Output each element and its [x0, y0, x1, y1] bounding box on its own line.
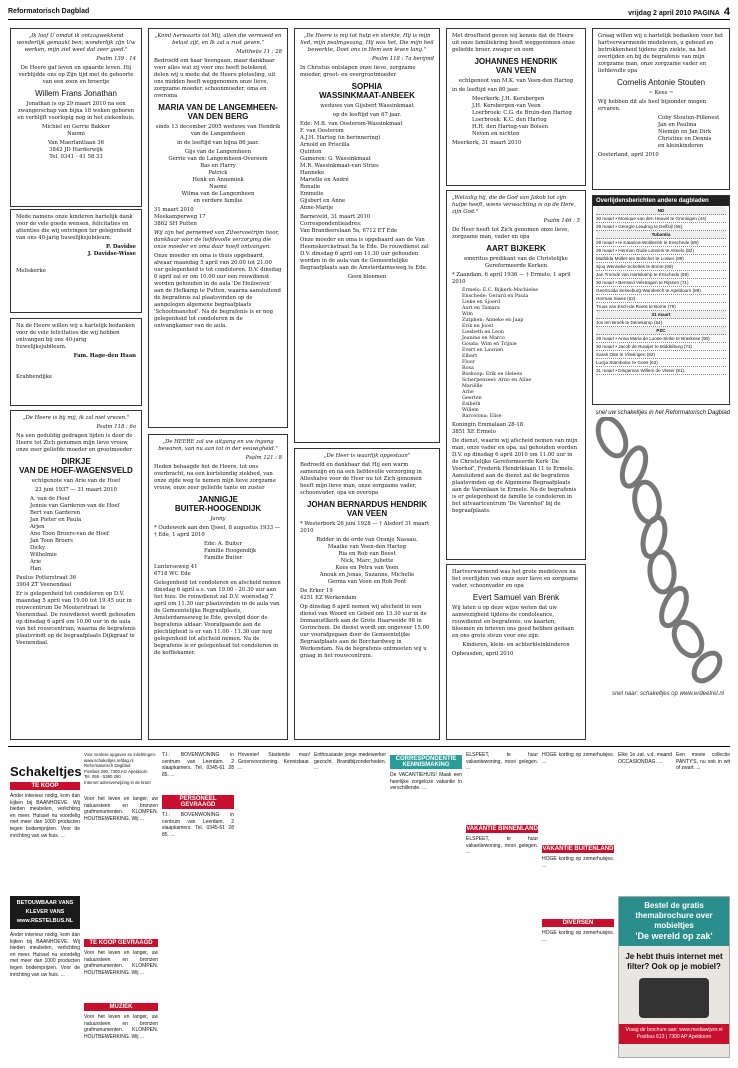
overlijden-item: Mathilda Müller-ten Bolscher te Losser (89) — [596, 255, 726, 263]
verse-text: „De Heere is mij tot hulp en sterkte, Hij is mijn lied, mijn psalmgezang, Hij was het, Die mijn heil bewerkte, Doet ons in Hem een leven lang." — [300, 33, 434, 53]
overlijden-item: 28 maart • Ie Katarina-Wolderink te Enschede (89) — [596, 239, 726, 247]
schakeltjes-col-3 — [162, 752, 234, 1058]
thanks-note: Wij zijn het pernemed van Zilvervoetrijm hoor, dankbaar voor de liefdevolle verzorging die onze moeder en oma daar hoeft ontvangen. — [154, 230, 280, 250]
schakeltjes-col-7 — [466, 752, 538, 1058]
ad-text: T.I.: BOVENWONING in centrum van Leerdam. 2 slaapkamers. Tel. 0345-61 28 85. ... — [162, 752, 234, 778]
overlijden-item: 31 maart — [596, 311, 726, 319]
ad-text: Voor het leven en langer, uw natuursteen en bronzen grafmonumenten. KLOMPEN. HOUTBEWERKING. Wij ... — [84, 796, 158, 822]
verse-text: „Komt herwaarts tot Mij, allen die vermoeid en belast zijt, en Ik zal u rust geven." — [154, 33, 282, 46]
chain-promo: snel naar: schakeltjes op www.erdeetrel.nl — [611, 691, 724, 697]
parents: Michiel en Gerrie Bakker Naomi — [41, 124, 110, 137]
dates: * Westerbork 26 juni 1928 — † Alsdorf 31 maart 2010 — [300, 521, 430, 534]
thanks-text: Na de Heere willen wij u hartelijk bedanken voor de vele felicitaties die wij hebben ontvangen bij ons 40-jarig huwelijksjubileum. — [16, 323, 135, 350]
no-flowers: Geen bloemen — [347, 274, 387, 280]
service-text: Gelegenheid tot condoleren en afscheid nemen dinsdag 6 april a.s. van 19.00 - 20.30 uur aan het huis. De rouwdienst zal D.V. woensdag 7 april om 11.30 uur plaatsvinden in de aula van de Gemeentelijke Begraafplaats, Amsterdamseweg te Ede, gevolgd door de begrafenis aldaar. Voorafgaande aan de plechtigheid is er van 11.00 - 11.30 uur nog gelegenheid tot afscheid nemen. Na de begrafenis is er gelegenheid tot condoleren in de koffiekamer. — [154, 580, 281, 656]
schakeltjes-col-6 — [390, 752, 462, 1058]
signature: Fam. Hage-den Haan — [73, 353, 136, 359]
title-line: emeritus predikant van de Christelijke Gereformeerde Kerken — [464, 256, 568, 269]
overlijden-item: 30 maart • Bernard Velstragen te Rijssen (71) — [596, 279, 726, 287]
family-list: Ede: M.B. van Oosterom-Wassinkmaat F. van Oosterom A.J.H. Hartog (in herinnering) Arnold en Priscilla Quinton Gameren: G. Wassinkmaat M.R. Wassinkmaat-van Stries Hanneke Marielle en André Ronalie Emmelie Gijsbert en Anne Anne-Marije — [300, 121, 403, 211]
section-vakantie-binnenland: VAKANTIE BINNENLAND — [466, 826, 538, 832]
death-notice-dirkje — [10, 410, 142, 740]
overlijden-item: PZC — [596, 327, 726, 335]
thanks-davidse — [10, 209, 142, 313]
signature: Kinderen, klein- en achterkleinkinderen — [462, 642, 570, 648]
death-notice-aart — [446, 190, 586, 560]
place: Opheusden, april 2010 — [452, 651, 514, 657]
service-text: Er is gelegenheid tot condoleren op D.V. maandag 5 april van 19.00 tot 19.45 uur in rouwcentrum De Mouterstraat te Veenendaal. De rouwdienst wordt gehouden op dinsdag 6 april om 10.00 uur in de aula van het rouwcentrum, waarna de begrafenis plaatsvindt op de begraafplaats Dijkgraaf te Veenendaal. — [16, 591, 136, 646]
overlijden-item: 31 maart • Dingeman Willem de Visser (81). — [596, 367, 726, 375]
verse-ref: Psalm 146 : 5 — [543, 218, 580, 224]
family-list: Coby Stouten-Pillenest Jan en Paulina Niemijn en Jan Dirk Christine en Dennis en kleinkinderen — [658, 115, 720, 149]
child-name: Willem Frans Jonathan — [35, 89, 117, 98]
verse-ref: Mattheüs 11 : 28 — [236, 49, 282, 55]
ad-text: HOGE korting op zomerhuisjes. ... — [542, 930, 614, 943]
thanks-hage — [10, 318, 142, 406]
promo-title: Bestel de gratis themabrochure over mobieltjes — [635, 901, 713, 930]
intro-text: In Christus ontslapen onze lieve, zorgzame moeder, groot- en overgrootmoeder — [300, 65, 416, 78]
dates: * Oudewerk aan den IJssel, 8 augustus 1933 — † Ede, 1 april 2010 — [154, 525, 281, 538]
family-list: A. van de Hoef Jennie van Garderen-van de Hoef Bert van Garderen Jan Pieter en Paula Arjen Ano Toon Broers-van de Hoef Jan Toon Broers Dicky Wilhelmie Arie Han — [30, 496, 120, 572]
schakeltjes-info: Voor verdere opgaven en inlichtingen: www.schakeltjes.refdag.nl Reformatorisch Dagblad Postbus 290, 7300 AG Apeldoorn Tel. 055 - 5390 290 Internet adresverwijzing in de krant — [84, 752, 157, 785]
overlijden-title: Overlijdensberichten andere dagbladen — [593, 196, 729, 206]
thanks-body: Wij laten u op deze wijze weten dat uw aanwezigheid tijdens de condoleance, rouwdienst en begrafenis, uw kaarten, bloemen en brieven ons goed hebben gedaan en ons grote steun voor ons zijn. — [452, 605, 574, 639]
schakeltjes-col-4 — [238, 752, 310, 1058]
schakeltjes-col-8 — [542, 752, 614, 1058]
dates: 23 juni 1937 — 31 maart 2010 — [35, 487, 117, 493]
death-notice-johan-van-veen — [294, 448, 440, 740]
ad-text: Elke 1e zat. v.d. maand OCCASIONDAG. ... — [618, 752, 672, 765]
address: 31 maart 2010 Meekamperweg 17 3862 SH Putten — [154, 207, 206, 227]
schakeltjes-col-9 — [618, 752, 672, 892]
thanks-evert — [446, 564, 586, 740]
thanks-cornelis — [592, 28, 730, 190]
nickname: Janny — [210, 516, 226, 522]
ad-text: Voor het leven en langer, uw natuursteen en bronzen grafmonumenten. KLOMPEN. HOUTBEWERKING. Wij ... — [84, 1014, 158, 1040]
place: Krabbendijke — [16, 374, 53, 380]
spouse-line: echtgenoot van M.K. van Veen-den Hartog — [458, 78, 574, 84]
intro-text: Na een geduldig gedragen lijden is door de Heere tot Zich genomen mijn lieve vrouw, onze zeer geliefde moeder en grootmoeder — [16, 433, 133, 453]
ad-text: Ander interieur nodig, kom dan kijken bij BAANHOEVE. Wij bieden meubelen, verlichting en meer. Huissel nu voordelig met meer dan 1000 producten tegen bodemprijzen. Voor de inrichting van uw huis. ... — [10, 793, 80, 839]
thanks-text: Mede namens onze kinderen hartelijk dank voor de vele goede wensen, felicitaties en attenties die wij ontvingen ter gelegenheid van ons 40-jarig huwelijksjubileum. — [16, 214, 133, 241]
schakeltjes-col-10 — [676, 752, 730, 892]
thanks-body: Wij hebben dit als heel bijzonder mogen ervaren. — [598, 99, 707, 112]
address: Koningin Emmalaan 28-18 3851 XE Ermelo — [452, 422, 524, 435]
section-te-koop: TE KOOP — [10, 782, 80, 790]
family-list: Ermelo: E.C. Bijkerk-Machielse Enschede: Gerard en Paula Lieke en Sjoerd Aart en Tamara Wim Zutphen: Anneke en Jaap Erik en Joost Liesbeth en Leon Jeanine en Marco Gouda: Wim en Trijnie Evert en Laurien Elbert Floor Rosa Boskoop: Erik en Heleen Scherpenzeel: Arno en Aline Mariëlle Arne Geerten Esibeth Willem Barcelona: Elise — [462, 288, 539, 419]
ad-text: ELSPEET, te huur vakantiewoning, mooi gelegen. ... — [466, 836, 538, 856]
place: Meliskerke — [16, 268, 46, 274]
divider — [8, 746, 730, 747]
family-list: Ede: A. Buiter Familie Hoogendijk Familie Buiter — [204, 541, 257, 561]
thanks-text: Graag willen wij u hartelijk bedanken voor het hartverwarmende medeleven, u gebeed en betrokkenheid tijdens zijn ziekte, na het overlijden en bij de begrafenis van mijn zorgzame man, onze zorgzame vader en liefdevolle opa — [598, 33, 724, 74]
chain-illustration — [592, 410, 730, 740]
address: Lunterseweg 41 6718 WC Ede — [154, 564, 198, 577]
ad-text: Voor het leven en langer, uw natuursteen en bronzen grafmonumenten. KLOMPEN. HOUTBEWERKING. Wij ... — [84, 950, 158, 976]
deceased-name: SOPHIA WASSINKMAAT-ANBEEK — [319, 82, 415, 100]
deceased-name: JANNIGJE BUITER-HOOGENDIJK — [174, 495, 262, 513]
death-notice-sophia — [294, 28, 440, 443]
promo-subtitle: 'De wereld op zak' — [635, 931, 713, 941]
paper-name: Reformatorisch Dagblad — [8, 8, 90, 15]
overlijden-item: 29 maart • Georgie Leadrog te Delfzijl (58). — [596, 223, 726, 231]
ad-text: De VACANTIEHUIS! Maak een heerlijke zorgeloze vakantie in verschillende. ... — [390, 772, 462, 792]
section-diversen: DIVERSEN — [542, 919, 614, 927]
dates: * Zaandam, 6 april 1936 — † Ermelo, 1 april 2010 — [452, 272, 571, 285]
ad-text: ELSPEET, te huur vakantiewoning, mooi gelegen. ... — [466, 752, 538, 772]
address: Barneveld, 31 maart 2010 Correspondentieadres: Van Brandeerslaan 5a, 6712 ET Ede — [300, 214, 398, 234]
phone-icon — [639, 978, 709, 1018]
intro-text: De Heer heeft tot Zich genomen onze lieve, zorgzame man, vader en opa — [452, 227, 570, 240]
death-notice-janny — [148, 434, 288, 740]
section-personeel: PERSONEEL GEVRAAGD — [162, 795, 234, 809]
death-notice-maria — [148, 28, 288, 428]
place: Oosterland, april 2010 — [598, 152, 659, 158]
overlijden-item: Lucija Stambolac te Goes (62) — [596, 359, 726, 367]
place-date: Meerkerk, 31 maart 2010 — [452, 140, 522, 146]
deceased-name: DIRKJE VAN DE HOEF-WAGENSVELD — [19, 457, 133, 475]
dates: sinds 13 december 2005 weduwe van Hendrik van de Langemheen — [155, 124, 281, 137]
age: op de leeftijd van 67 jaar. — [332, 112, 402, 118]
deceased-name: JOHAN BERNARDUS HENDRIK VAN VEEN — [306, 500, 427, 518]
deceased-name: Evert Samuel van Brenk — [472, 593, 560, 602]
overlijden-item: ND — [596, 207, 726, 215]
service-text: Op dinsdag 6 april nemen wij afscheid in een dienst van Woord en Gebed om 13.30 uur in de Immanuëlkerk aan de Grote Haarweide 98 in Gorinchem. De dienst wordt om ongeveer 15.00 uur voorafgegaan door de Gemeentelijke Begraafplaats aan de Borchardweg in Werkendam. Na de begrafenis ontmoeten wij u graag in het rouwcentrum. — [300, 604, 430, 659]
deceased-name: JOHANNES HENDRIK VAN VEEN — [474, 57, 558, 75]
deceased-name: MARIA VAN DE LANGEMHEEN-VAN DEN BERG — [158, 103, 278, 121]
overlijden-item: Tubantia — [596, 231, 726, 239]
schakeltjes-col-5 — [314, 752, 386, 1058]
family-list: Meerkerk: J.H. Kersbergen J.H. Kersbergen-van Veen Loerbroek: C.G. de Bruin-den Hartog Loerbroek: K.C. den Hartog H.H. den Hartog-van Bolsen Neven en nichten — [472, 96, 572, 137]
section-vakantie-buitenland: VAKANTIE BUITENLAND — [542, 846, 614, 852]
overlijden-item: 29 maart • Herman Oude Lansink te Almelo (82) — [596, 247, 726, 255]
spouse-line: weduwe van Gijsbert Wassinkmaat — [320, 103, 414, 109]
overlijden-item: 30 maart • Jacob de Ruwijer te Middelburg (73) — [596, 343, 726, 351]
promo-footer: Vraag de brochure aan: www.mediawijzer.nl Postbus 613 | 7300 AP Apeldoorn — [619, 1024, 729, 1044]
verse-text: „De Heere is bij mij, ik zal niet vrezen." — [22, 415, 130, 421]
schakeltjes-col-1 — [10, 752, 80, 1058]
chain-caption: snel uw schakeltjes in het Reformatorisch Dagblad — [595, 410, 730, 416]
intro-text: Met droefheid geven wij kennis dat de Heere uit onze familiekring heeft weggenomen onze geliefde broer, zwager en oom — [452, 33, 575, 53]
page-info: vrijdag 2 april 2010 PAGINA 4 — [628, 6, 730, 18]
promo-header — [619, 897, 729, 946]
page-header — [8, 6, 730, 20]
nickname: ~ Kees ~ — [648, 90, 674, 96]
ad-text: HOGE korting op zomerhuisjes. ... — [542, 752, 614, 765]
intro-text: Heden behaagde het de Heere, tot ons overbracht, na een kortstondig ziekbed, van onze zijde weg te nemen mijn lieve zorgzame vrouw, onze zeer geliefde tante en zuster — [154, 464, 276, 491]
age: in de leeftijd van bijna 86 jaar. — [177, 140, 259, 146]
overlijden-item: Herman Siwes (62) — [596, 295, 726, 303]
deceased-name: AART BIJKERK — [486, 244, 546, 253]
chain-icon — [592, 417, 730, 707]
service-text: Onze moeder en oma is thuis opgebaard, alwaar maandag 5 april van 20.00 tot 21.00 uur gelegenheid is tot condoleren. D.V. dinsdag 6 april zal er om 10.00 uur een rouwdienst worden gehouden in de aula 'De Heiloeven' aan de Hefkamp te Putten, waarna aansluitend de begrafenis zal plaatsvinden op de aangelegen algemene begraafplaats 'Schootmanshof'. Na de begrafenis is er nog gelegenheid tot condoleren in de ontvangkamer van de aula. — [154, 253, 282, 329]
ad-text: Een mooie collectie PANTY'S, nu ook in wit of zwart. ... — [676, 752, 730, 772]
bestel-brochure-ad[interactable] — [618, 896, 730, 1058]
schakeltjes-col-2 — [84, 796, 158, 1058]
klever-ad[interactable]: BETOUWBAAR VANS KLEVER VANS www.RESTELBUS.NL — [10, 896, 80, 929]
ad-text: Hovenier! Startende man! Groenvoorziening. Kennisbaar. ... — [238, 752, 310, 772]
family-list: Ridder in de orde van Oranje Nassau. Maaike van Veen-den Hartog Ria en Rob van Beest Nick, Marc, Juliette Kees en Petra van Veen Anouk en Jonas, Suzanne, Michelle Germa van Veen en Rob Pont — [316, 537, 418, 585]
ad-text: T.I.: BOVENWONING in centrum van Leerdam. 2 slaapkamers. Tel. 0345-61 28 85. ... — [162, 812, 234, 838]
verse-text: „Welzalig hij, die de God van Jakob tot zijn hulpe heeft, wiens verwachting is op de Here, zijn God." — [452, 195, 576, 215]
address: De Erker 19 4251 EZ Werkendam — [300, 588, 357, 601]
verse-text: „De HEERE zal uw uitgang en uw ingang bewaren, van nu aan tot in der eeuwigheid." — [158, 439, 278, 452]
overlijden-list — [593, 206, 729, 376]
thanks-text: Hartverwarmend was het grote medeleven na het overlijden van onze zeer lieve en zorgzame vader, schoonvader en opa — [452, 569, 579, 589]
birth-text: Jonathan is op 29 maart 2010 na een zwangerschap van bijna 18 weken geboren en verblijft voorlopig nog in het ziekenhuis. — [17, 101, 135, 121]
overlijden-item: Sarah Otte te Vlissingen (82) — [596, 351, 726, 359]
promo-question: Je hebt thuis internet met filter? Ook op je mobiel? — [625, 952, 723, 971]
spouse-line: echtgenote van Arie van de Hoef — [31, 478, 121, 484]
overlijden-item: 30 maart • Monique van den Heuvel te Groningen (44) — [596, 215, 726, 223]
verse-ref: Psalm 118 : 6a — [96, 424, 136, 430]
intro-text: Bedroefd en dankbaar dat Hij een warm samenzijn en na een liefdevolle verzorging in Alleshalve voor de Heer nu tot Zich genomen heeft mijn lieve man, onze zorgzame vader, schoonvader, opa en overopa — [300, 462, 422, 496]
verse-ref: Psalm 121 : 8 — [245, 455, 282, 461]
overlijden-item: Jos ten Broek te Denekamp (54). — [596, 319, 726, 327]
service-text: De dienst, waarin wij afscheid nemen van mijn man, onze vader en opa, zal gehouden worden D.V. op dinsdag 6 april 2010 om 11.00 uur in de Christelijke Gereformeerde Kerk 'De Voorhof', Frederik Hendriklaan 11 te Ermelo. Aansluitend aan de dienst zal de begrafenis plaatsvinden op de Algemene Begraafplaats aan de Varenlaan te Ermelo. Na de begrafenis is er gelegenheid de familie te condoleren in het uitvaartcentrum 'De Varenhof' bij de begraafplaats. — [452, 438, 578, 514]
verse-text: „De Heer is waarlijk opgestaan" — [323, 453, 411, 459]
schakeltjes-title: Schakeltjes — [10, 764, 82, 779]
intro-text: De Heere gaf leven en spaarde leven. Hij verblijdde ons op Zijn tijd met de geboorte van een zoon en broertje — [18, 65, 134, 85]
verse-ref: Psalm 118 : 7a berijmd — [372, 56, 434, 62]
overlijden-item: 29 maart • Anna Maria de Loose-Sinke te Braskese (90) — [596, 335, 726, 343]
address: Van Maerlantlaan 36 3842 JD Harderwijk Tel. 0341 - 41 58 33 — [47, 140, 105, 160]
verse-text: „Ik loof U omdat ik ontzagwekkend wonderlijk gemaakt ben; wonderlijk zijn Uw werken, mijn ziel weet dat zeer goed." — [16, 33, 136, 53]
address: Paulus Potterstraat 36 3904 ZT Veenendaal — [16, 575, 77, 588]
overlijden-item: Truus van Esch-de Roest te Borne (79) — [596, 303, 726, 311]
age: in de leeftijd van 80 jaar. — [452, 87, 519, 93]
family-list: Gijs van de Langemheen Gerrie van de Langemheen-Overeem Bas en Harry Patrick Henk en Annemiek Naomi Wilma van de Langemheen en verdere familie — [168, 149, 268, 204]
ad-text: Enthousiaste jonge medewerker gezocht. Brandbijzonderheden. ... — [314, 752, 386, 772]
birth-notice-willem — [10, 28, 142, 207]
overlijden-panel — [592, 195, 730, 405]
section-te-koop-gevraagd: TE KOOP GEVRAAGD — [84, 939, 158, 947]
section-muziek: MUZIEK — [84, 1003, 158, 1011]
verse-ref: Psalm 139 : 14 — [96, 56, 136, 62]
ad-text: HOGE korting op zomerhuisjes. ... — [542, 856, 614, 869]
ad-text: Ander interieur nodig, kom dan kijken bij BAANHOEVE. Wij bieden meubelen, verlichting en meer. Huissel nu voordelig met meer dan 1000 producten tegen bodemprijzen. Voor de inrichting van uw huis. ... — [10, 932, 80, 978]
deceased-name: Cornelis Antonie Stouten — [616, 78, 706, 87]
overlijden-item: Geertruida Sesseburg-Wanderich te Apeldoorn (89) — [596, 287, 726, 295]
service-text: Onze moeder en oma is opgebaard aan de Van Heemskerckstraat 5a te Ede. De rouwdienst zal D.V. dinsdag 6 april om 11.30 uur gehouden worden in de aula van de Gemeentelijke Begraafplaats aan de Amsterdamseweg te Ede. — [300, 237, 429, 271]
signature: P. Davidse J. Davidse-Wisse — [87, 244, 136, 257]
overlijden-item: Sjoq Wenneke-Scheltes te Borne (69) — [596, 263, 726, 271]
intro-text: Bedroefd om haar heengaan, maar dankbaar voor alles wat zij voor ons heeft betekend, delen wij u mede dat de Heere plotseling, uit ons midden heeft weggenomen onze lieve, zorgzame moeder, schoonmoeder, oma en overoma — [154, 58, 276, 99]
overlijden-item: Jan Tromde van Hartskamp te Enschede (69) — [596, 271, 726, 279]
death-notice-meerkerk — [446, 28, 586, 186]
section-correspondentie: CORRESPONDENTIE KENNISMAKING — [390, 755, 462, 769]
